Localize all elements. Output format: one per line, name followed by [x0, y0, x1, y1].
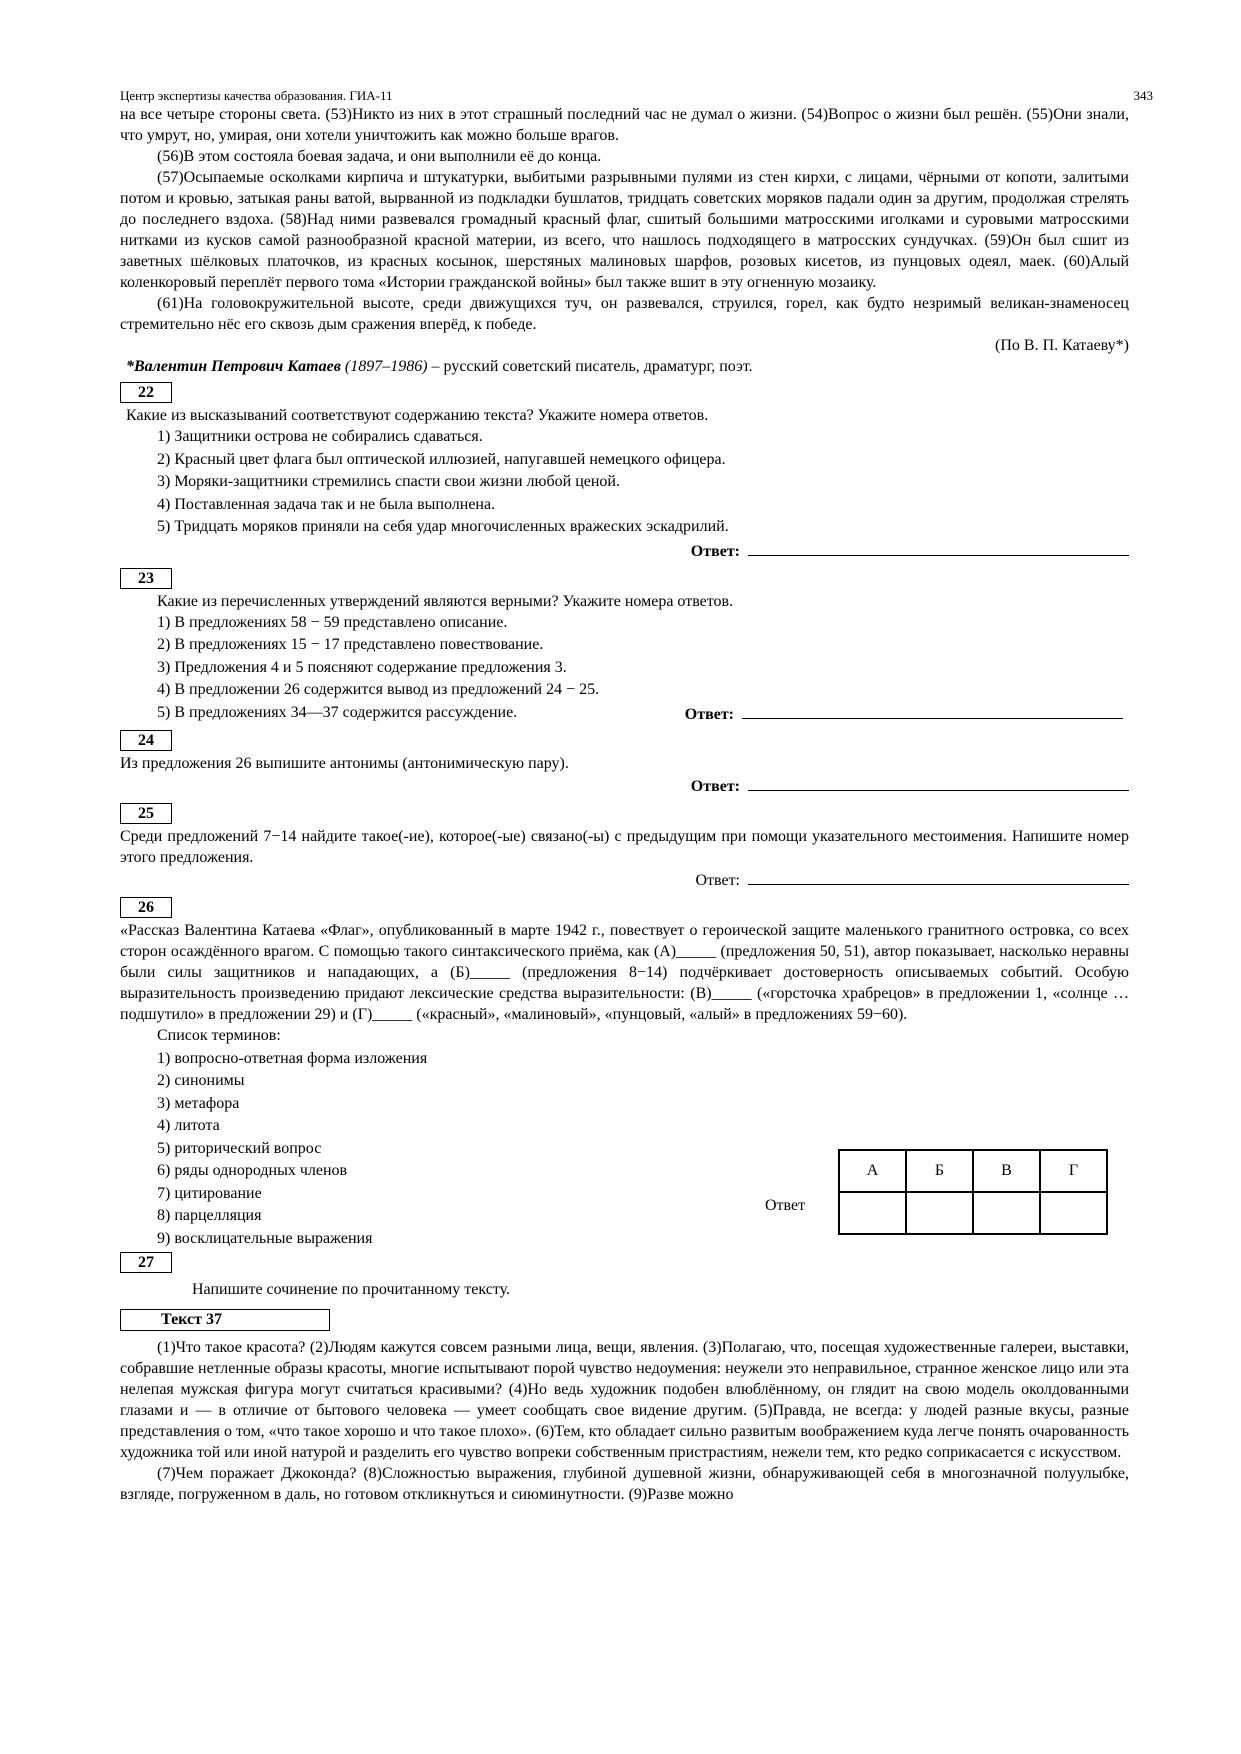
paragraph: на все четыре стороны света. (53)Никто из них в этот страшный последний час не думал о жизни. (54)Вопрос о жизни был решён. (55)Они знали, что умрут, но, умирая, они хотели уничтожить как можно больше врагов.: [120, 106, 1129, 144]
task-question: Из предложения 26 выпишите антонимы (антонимическую пару).: [120, 755, 569, 772]
task-question: Напишите сочинение по прочитанному тексту.: [192, 1281, 511, 1298]
author-years: (1897–1986): [340, 358, 428, 375]
term-item: 6) ряды однородных членов: [157, 1162, 348, 1179]
term-item: 1) вопросно-ответная форма изложения: [157, 1049, 428, 1067]
task-26: [120, 893, 1129, 1248]
grid-header-g: Г: [1040, 1150, 1107, 1192]
grid-cell-v[interactable]: [973, 1192, 1040, 1234]
task-23: [120, 564, 1129, 727]
answer-option: 4) В предложении 26 содержится вывод из предложений 24 − 25.: [157, 681, 600, 698]
answer-grid: [838, 1149, 1108, 1235]
task-question: Какие из высказываний соответствуют содержанию текста? Укажите номера ответов.: [126, 407, 709, 424]
task-number: 24: [120, 730, 172, 751]
answer-option: 3) Предложения 4 и 5 поясняют содержание предложения 3.: [157, 658, 567, 676]
task-number: 25: [120, 803, 172, 824]
grid-header-a: А: [839, 1150, 906, 1192]
answer-option-row: [120, 702, 1129, 727]
answer-field[interactable]: [742, 702, 1123, 719]
answer-label: Ответ:: [695, 872, 740, 889]
term-item: 4) литота: [157, 1117, 220, 1134]
answer-option: 5) Тридцать моряков приняли на себя удар многочисленных вражеских эскадрилий.: [157, 518, 729, 535]
task-question: Какие из перечисленных утверждений являются верными? Укажите номера ответов.: [157, 592, 734, 610]
paragraph: (1)Что такое красота? (2)Людям кажутся совсем разными лица, вещи, явления. (3)Полагаю, что, посещая художественные галереи, выставки, собравшие нетленные образы красоты, многие испытывают порой чувство недоумения: неужели это неправильное, странное женское лицо или эта нелепая мужская фигура могут считаться красивыми? (4)Но ведь художник подобен влюблённому, он глядит на свою модель околдованными глазами и — в отличие от бытового человека — умеет сообщать свое видение другим. (5)Правда, не всегда: у людей разные вкусы, разные представления о том, «что такое хорошо и что такое плохо». (6)Тем, кто обладает сильно развитым воображением куда легче понять очарованность художника той или иной натурой и разделить его чувство вопреки собственным пристрастиям, нежели тем, кто редко соприкасается с искусством.: [120, 1339, 1129, 1461]
term-item: 5) риторический вопрос: [157, 1139, 322, 1157]
task-text: «Рассказ Валентина Катаева «Флаг», опубликованный в марте 1942 г., повествует о героической защите маленького гранитного островка, со всех сторон осаждённого врагом. С помощью такого синтаксического приёма, как (А)_____ (предложения 50, 51), автор показывает, насколько неравны были силы защитников и нападающих, а (Б)_____ (предложения 8−14) подчёркивает достоверность описываемых событий. Особую выразительность произведению придают лексические средства выразительности: (В)_____ («горсточка храбрецов» в предложении 1, «солнце … подшутило» в предложении 29) и (Г)_____ («красный», «малиновый», «пунцовый, «алый» в предложениях 59−60).: [120, 922, 1129, 1023]
answer-label: Ответ: [765, 1197, 806, 1214]
answer-label: Ответ:: [690, 542, 740, 560]
task-number: 27: [120, 1252, 172, 1273]
grid-header-v: В: [973, 1150, 1040, 1192]
task-number: 22: [120, 382, 172, 403]
answer-line: [120, 539, 1129, 564]
grid-cell-g[interactable]: [1040, 1192, 1107, 1234]
answer-line: [685, 702, 1123, 727]
terms-section: [120, 1025, 1129, 1248]
paragraph: (61)На головокружительной высоте, среди движущихся туч, он развевался, струился, горел, как будто незримый великан-знаменосец стремительно нёс его сквозь дым сражения вперёд, к победе.: [120, 295, 1129, 333]
paragraph: (57)Осыпаемые осколками кирпича и штукатурки, выбитыми разрывными пулями из стен кирхи, с лицами, чёрными от копоти, залитыми потом и кровью, затыкая раны ватой, вырванной из подкладки бушлатов, тридцать советских моряков падали один за другим, продолжая стрелять до последнего вздоха. (58)Над ними развевался громадный красный флаг, сшитый большими матросскими иголками и суровыми матросскими нитками из кусков самой разнообразной красной материи, из всего, что нашлось подходящего в матросских сундучках. (59)Он был сшит из заветных шёлковых платочков, из красных косынок, шерстяных малиновых шарфов, розовых кисетов, из пунцовых одеял, маек. (60)Алый коленкоровый переплёт первого тома «Истории гражданской войны» был также вшит в эту огненную мозаику.: [120, 169, 1129, 291]
author-name: *Валентин Петрович Катаев: [126, 358, 341, 375]
answer-field[interactable]: [748, 774, 1129, 791]
term-item: 9) восклицательные выражения: [157, 1229, 373, 1247]
terms-title: Список терминов:: [157, 1027, 281, 1044]
source-attribution: (По В. П. Катаеву*): [995, 337, 1129, 354]
answer-field[interactable]: [748, 539, 1129, 556]
answer-line: [120, 868, 1129, 893]
paragraph: (56)В этом состояла боевая задача, и они выполнили её до конца.: [157, 148, 602, 165]
text-title: Текст 37: [120, 1309, 330, 1331]
text-37: [120, 1305, 1129, 1505]
answer-option: 1) В предложениях 58 − 59 представлено описание.: [157, 613, 508, 631]
task-number: 26: [120, 897, 172, 918]
answer-label: Ответ:: [684, 705, 734, 723]
running-header: Центр экспертизы качества образования. ГИА-11: [120, 88, 393, 103]
grid-cell-a[interactable]: [839, 1192, 906, 1234]
task-24: [120, 726, 1129, 799]
page-content: [120, 104, 1129, 1505]
answer-option: 2) Красный цвет флага был оптической иллюзией, напугавшей немецкого офицера.: [157, 450, 726, 468]
paragraph: (7)Чем поражает Джоконда? (8)Сложностью выражения, глубиной душевной жизни, обнаруживающей себя в многозначной полуулыбке, взгляде, погруженном в даль, но готовом откликнуться и сиюминутности. (9)Разве можно: [120, 1465, 1129, 1503]
answer-field[interactable]: [748, 868, 1129, 885]
answer-option: 1) Защитники острова не собирались сдаваться.: [157, 428, 483, 445]
task-question: Среди предложений 7−14 найдите такое(-ие), которое(-ые) связано(-ы) с предыдущим при помощи указательного местоимения. Напишите номер этого предложения.: [120, 828, 1129, 866]
answer-option: 5) В предложениях 34—37 содержится рассуждение.: [157, 703, 518, 721]
term-item: 2) синонимы: [157, 1072, 245, 1089]
grid-header-b: Б: [906, 1150, 973, 1192]
answer-label: Ответ:: [690, 778, 740, 795]
answer-option: 2) В предложениях 15 − 17 представлено повествование.: [157, 636, 544, 653]
term-item: 3) метафора: [157, 1094, 240, 1112]
task-25: [120, 799, 1129, 893]
term-item: 7) цитирование: [157, 1184, 262, 1202]
author-description: – русский советский писатель, драматург, поэт.: [427, 358, 753, 375]
answer-option: 4) Поставленная задача так и не была выполнена.: [157, 495, 496, 513]
task-27: [120, 1248, 1129, 1305]
task-22: [120, 378, 1129, 564]
task-number: 23: [120, 568, 172, 589]
answer-option: 3) Моряки-защитники стремились спасти свои жизни любой ценой.: [157, 473, 620, 490]
page-number: 343: [1133, 88, 1153, 103]
term-item: 8) парцелляция: [157, 1207, 262, 1224]
grid-cell-b[interactable]: [906, 1192, 973, 1234]
author-note: [120, 356, 1129, 378]
answer-line: [120, 774, 1129, 799]
